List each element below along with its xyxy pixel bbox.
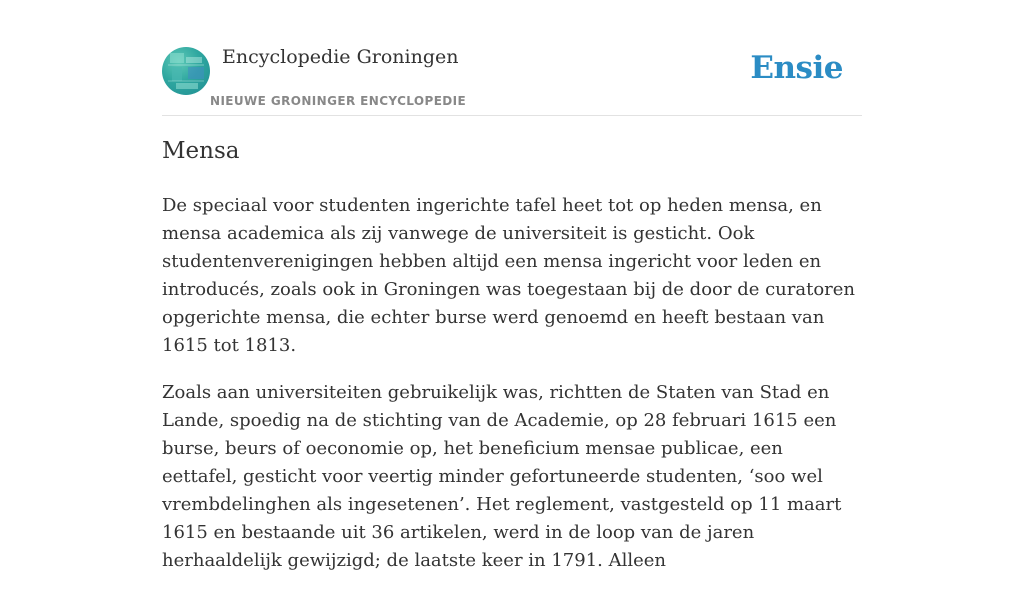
site-header [162,40,862,116]
article-title: Mensa [162,138,240,164]
article-body [162,192,862,594]
article-paragraph: De speciaal voor studenten ingerichte tafel heet tot op heden mensa, en mensa academica als zij vanwege de universiteit is gesticht. Ook studentenverenigingen hebben altijd een mensa ingericht voor leden en introducés, zoals ook in Groningen was toegestaan bij de door de curatoren opgerichte mensa, die echter burse werd genoemd en heeft bestaan van 1615 tot 1813. [162,195,856,356]
article-paragraph: Zoals aan universiteiten gebruikelijk was, richtten de Staten van Stad en Lande, spoedig na de stichting van de Academie, op 28 februari 1615 een burse, beurs of oeconomie op, het beneficium mensae publicae, een eettafel, gesticht voor veertig minder gefortuneerde studenten, ‘soo wel vrembdelinghen als ingesetenen’. Het reglement, vastgesteld op 11 maart 1615 en bestaande uit 36 artikelen, werd in de loop van de jaren herhaaldelijk gewijzigd; de laatste keer in 1791. Alleen [162,382,842,571]
logo-graphic [162,47,210,95]
site-subtitle: NIEUWE GRONINGER ENCYCLOPEDIE [210,94,467,108]
brand-logo-link[interactable]: Ensie [750,50,843,86]
encyclopedie-groningen-logo-icon[interactable] [162,47,210,95]
site-title[interactable]: Encyclopedie Groningen [222,46,459,68]
